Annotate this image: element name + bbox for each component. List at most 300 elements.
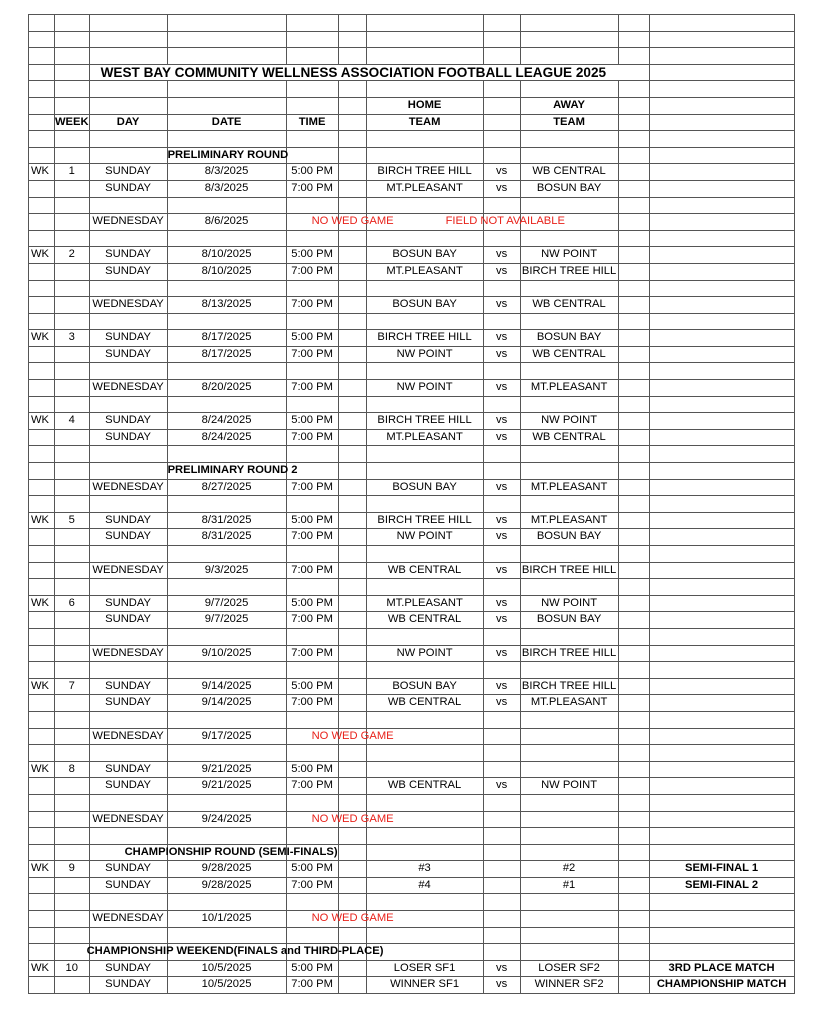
week-label[interactable] [29, 263, 55, 280]
empty-cell[interactable] [338, 413, 366, 430]
empty-cell[interactable] [649, 927, 794, 944]
week-number[interactable]: 5 [55, 512, 90, 529]
empty-cell[interactable] [649, 745, 794, 762]
empty-cell[interactable] [55, 911, 90, 928]
week-label[interactable] [29, 479, 55, 496]
empty-cell[interactable] [649, 894, 794, 911]
empty-cell[interactable] [618, 81, 649, 98]
time-cell[interactable]: 5:00 PM [286, 330, 338, 347]
empty-cell[interactable] [55, 745, 90, 762]
away-team-header[interactable]: TEAM [520, 114, 618, 131]
match-label[interactable] [649, 529, 794, 546]
empty-cell[interactable] [483, 811, 520, 828]
match-label[interactable] [649, 263, 794, 280]
empty-cell[interactable] [55, 579, 90, 596]
empty-cell[interactable] [167, 81, 286, 98]
empty-cell[interactable] [167, 197, 286, 214]
empty-cell[interactable] [649, 396, 794, 413]
date-cell[interactable]: 8/27/2025 [167, 479, 286, 496]
empty-cell[interactable] [167, 230, 286, 247]
empty-cell[interactable] [483, 711, 520, 728]
empty-cell[interactable] [167, 662, 286, 679]
week-label[interactable]: WK [29, 330, 55, 347]
empty-cell[interactable] [55, 711, 90, 728]
empty-cell[interactable] [483, 15, 520, 32]
day-cell[interactable]: SUNDAY [89, 529, 167, 546]
empty-cell[interactable] [338, 496, 366, 513]
empty-cell[interactable] [618, 927, 649, 944]
empty-cell[interactable] [618, 363, 649, 380]
day-cell[interactable]: SUNDAY [89, 413, 167, 430]
empty-cell[interactable] [338, 297, 366, 314]
empty-cell[interactable] [167, 794, 286, 811]
empty-cell[interactable] [649, 828, 794, 845]
empty-cell[interactable] [520, 147, 618, 164]
away-team[interactable]: BIRCH TREE HILL [520, 645, 618, 662]
week-label[interactable]: WK [29, 512, 55, 529]
vs-cell[interactable]: vs [483, 960, 520, 977]
empty-cell[interactable] [649, 313, 794, 330]
home-team[interactable]: LOSER SF1 [366, 960, 483, 977]
away-team[interactable]: BOSUN BAY [520, 180, 618, 197]
empty-cell[interactable] [55, 811, 90, 828]
time-cell[interactable]: 7:00 PM [286, 562, 338, 579]
day-cell[interactable]: SUNDAY [89, 330, 167, 347]
empty-cell[interactable] [29, 197, 55, 214]
away-team[interactable]: BOSUN BAY [520, 529, 618, 546]
week-label[interactable] [29, 346, 55, 363]
empty-cell[interactable] [338, 214, 366, 231]
empty-cell[interactable] [89, 628, 167, 645]
empty-cell[interactable] [338, 911, 366, 928]
empty-cell[interactable] [89, 794, 167, 811]
week-label[interactable] [29, 977, 55, 994]
empty-cell[interactable] [29, 131, 55, 148]
vs-cell[interactable] [483, 861, 520, 878]
week-label[interactable] [29, 695, 55, 712]
away-team[interactable] [520, 761, 618, 778]
time-cell[interactable]: 7:00 PM [286, 877, 338, 894]
empty-cell[interactable] [167, 579, 286, 596]
empty-cell[interactable] [618, 662, 649, 679]
home-team[interactable]: BOSUN BAY [366, 297, 483, 314]
empty-cell[interactable] [55, 147, 90, 164]
empty-cell[interactable] [483, 48, 520, 65]
empty-cell[interactable] [483, 280, 520, 297]
match-label[interactable] [649, 413, 794, 430]
date-cell[interactable]: 8/17/2025 [167, 346, 286, 363]
home-team[interactable]: #4 [366, 877, 483, 894]
empty-cell[interactable] [649, 579, 794, 596]
empty-cell[interactable] [520, 15, 618, 32]
date-cell[interactable]: 9/14/2025 [167, 695, 286, 712]
match-label[interactable] [649, 297, 794, 314]
date-cell[interactable]: 9/14/2025 [167, 678, 286, 695]
date-cell[interactable]: 8/10/2025 [167, 263, 286, 280]
empty-cell[interactable] [618, 180, 649, 197]
empty-cell[interactable] [618, 761, 649, 778]
away-team[interactable]: BIRCH TREE HILL [520, 562, 618, 579]
empty-cell[interactable] [618, 745, 649, 762]
empty-cell[interactable] [55, 446, 90, 463]
empty-cell[interactable] [618, 828, 649, 845]
empty-cell[interactable] [167, 48, 286, 65]
empty-cell[interactable] [338, 263, 366, 280]
vs-cell[interactable]: vs [483, 612, 520, 629]
empty-cell[interactable] [483, 197, 520, 214]
empty-cell[interactable] [338, 546, 366, 563]
note-cell[interactable] [286, 811, 394, 828]
empty-cell[interactable] [29, 396, 55, 413]
empty-cell[interactable] [286, 628, 338, 645]
empty-cell[interactable] [649, 97, 794, 114]
date-cell[interactable]: 9/10/2025 [167, 645, 286, 662]
empty-cell[interactable] [483, 114, 520, 131]
empty-cell[interactable] [167, 280, 286, 297]
empty-cell[interactable] [55, 628, 90, 645]
date-cell[interactable]: 9/7/2025 [167, 612, 286, 629]
time-cell[interactable]: 5:00 PM [286, 247, 338, 264]
empty-cell[interactable] [338, 645, 366, 662]
empty-cell[interactable] [649, 31, 794, 48]
empty-cell[interactable] [520, 844, 618, 861]
week-label[interactable]: WK [29, 164, 55, 181]
empty-cell[interactable] [89, 280, 167, 297]
day-cell[interactable]: WEDNESDAY [89, 811, 167, 828]
empty-cell[interactable] [618, 479, 649, 496]
home-team[interactable]: BIRCH TREE HILL [366, 330, 483, 347]
day-cell[interactable]: SUNDAY [89, 263, 167, 280]
empty-cell[interactable] [520, 363, 618, 380]
empty-cell[interactable] [618, 463, 649, 480]
empty-cell[interactable] [618, 380, 649, 397]
empty-cell[interactable] [618, 396, 649, 413]
empty-cell[interactable] [483, 496, 520, 513]
empty-cell[interactable] [483, 794, 520, 811]
empty-cell[interactable] [618, 230, 649, 247]
week-label[interactable] [29, 612, 55, 629]
empty-cell[interactable] [618, 429, 649, 446]
empty-cell[interactable] [618, 297, 649, 314]
week-number[interactable]: 3 [55, 330, 90, 347]
week-label[interactable] [29, 180, 55, 197]
note-cell-2[interactable] [366, 214, 565, 231]
day-cell[interactable]: SUNDAY [89, 778, 167, 795]
away-team[interactable]: MT.PLEASANT [520, 512, 618, 529]
empty-cell[interactable] [366, 944, 483, 961]
week-label[interactable] [29, 380, 55, 397]
date-cell[interactable]: 8/17/2025 [167, 330, 286, 347]
empty-cell[interactable] [338, 114, 366, 131]
empty-cell[interactable] [520, 927, 618, 944]
empty-cell[interactable] [29, 728, 55, 745]
empty-cell[interactable] [167, 844, 286, 861]
empty-cell[interactable] [29, 828, 55, 845]
home-team[interactable]: NW POINT [366, 380, 483, 397]
week-label[interactable] [29, 645, 55, 662]
week-number[interactable] [55, 612, 90, 629]
empty-cell[interactable] [618, 595, 649, 612]
week-label[interactable] [29, 562, 55, 579]
empty-cell[interactable] [520, 313, 618, 330]
day-cell[interactable]: WEDNESDAY [89, 728, 167, 745]
empty-cell[interactable] [55, 214, 90, 231]
empty-cell[interactable] [618, 628, 649, 645]
empty-cell[interactable] [483, 745, 520, 762]
empty-cell[interactable] [29, 363, 55, 380]
week-number[interactable] [55, 380, 90, 397]
week-number[interactable]: 4 [55, 413, 90, 430]
vs-cell[interactable]: vs [483, 297, 520, 314]
empty-cell[interactable] [618, 645, 649, 662]
vs-cell[interactable]: vs [483, 562, 520, 579]
empty-cell[interactable] [338, 280, 366, 297]
home-team[interactable] [366, 761, 483, 778]
date-cell[interactable]: 10/1/2025 [167, 911, 286, 928]
empty-cell[interactable] [286, 828, 338, 845]
empty-cell[interactable] [618, 247, 649, 264]
empty-cell[interactable] [167, 363, 286, 380]
empty-cell[interactable] [520, 628, 618, 645]
time-cell[interactable]: 5:00 PM [286, 861, 338, 878]
week-label[interactable]: WK [29, 861, 55, 878]
empty-cell[interactable] [483, 396, 520, 413]
match-label[interactable] [649, 612, 794, 629]
empty-cell[interactable] [483, 911, 520, 928]
empty-cell[interactable] [286, 579, 338, 596]
empty-cell[interactable] [338, 247, 366, 264]
empty-cell[interactable] [55, 662, 90, 679]
vs-cell[interactable]: vs [483, 479, 520, 496]
empty-cell[interactable] [89, 579, 167, 596]
empty-cell[interactable] [338, 313, 366, 330]
empty-cell[interactable] [55, 794, 90, 811]
empty-cell[interactable] [649, 944, 794, 961]
day-cell[interactable]: SUNDAY [89, 164, 167, 181]
day-cell[interactable]: WEDNESDAY [89, 911, 167, 928]
empty-cell[interactable] [338, 479, 366, 496]
empty-cell[interactable] [286, 280, 338, 297]
empty-cell[interactable] [618, 97, 649, 114]
away-team[interactable]: WB CENTRAL [520, 297, 618, 314]
empty-cell[interactable] [520, 728, 618, 745]
week-number[interactable] [55, 429, 90, 446]
empty-cell[interactable] [29, 463, 55, 480]
empty-cell[interactable] [366, 31, 483, 48]
week-number[interactable] [55, 562, 90, 579]
empty-cell[interactable] [286, 230, 338, 247]
empty-cell[interactable] [618, 313, 649, 330]
away-team[interactable]: MT.PLEASANT [520, 380, 618, 397]
empty-cell[interactable] [483, 97, 520, 114]
empty-cell[interactable] [286, 15, 338, 32]
empty-cell[interactable] [338, 778, 366, 795]
away-header[interactable]: AWAY [520, 97, 618, 114]
empty-cell[interactable] [29, 546, 55, 563]
empty-cell[interactable] [286, 463, 338, 480]
empty-cell[interactable] [286, 396, 338, 413]
empty-cell[interactable] [649, 546, 794, 563]
away-team[interactable]: WB CENTRAL [520, 429, 618, 446]
day-cell[interactable]: WEDNESDAY [89, 645, 167, 662]
date-cell[interactable]: 9/24/2025 [167, 811, 286, 828]
empty-cell[interactable] [483, 31, 520, 48]
match-label[interactable]: 3RD PLACE MATCH [649, 960, 794, 977]
date-cell[interactable]: 9/28/2025 [167, 861, 286, 878]
empty-cell[interactable] [286, 446, 338, 463]
empty-cell[interactable] [618, 446, 649, 463]
empty-cell[interactable] [338, 446, 366, 463]
day-cell[interactable]: WEDNESDAY [89, 214, 167, 231]
week-number[interactable]: 9 [55, 861, 90, 878]
empty-cell[interactable] [649, 15, 794, 32]
empty-cell[interactable] [29, 496, 55, 513]
day-cell[interactable]: SUNDAY [89, 678, 167, 695]
day-cell[interactable]: WEDNESDAY [89, 380, 167, 397]
empty-cell[interactable] [338, 977, 366, 994]
week-number[interactable]: 2 [55, 247, 90, 264]
empty-cell[interactable] [649, 48, 794, 65]
time-cell[interactable]: 7:00 PM [286, 479, 338, 496]
empty-cell[interactable] [649, 811, 794, 828]
empty-cell[interactable] [89, 31, 167, 48]
empty-cell[interactable] [338, 877, 366, 894]
week-number[interactable] [55, 297, 90, 314]
empty-cell[interactable] [520, 745, 618, 762]
empty-cell[interactable] [618, 612, 649, 629]
date-cell[interactable]: 8/20/2025 [167, 380, 286, 397]
empty-cell[interactable] [55, 728, 90, 745]
empty-cell[interactable] [618, 280, 649, 297]
empty-cell[interactable] [618, 197, 649, 214]
day-cell[interactable]: SUNDAY [89, 612, 167, 629]
week-label[interactable]: WK [29, 595, 55, 612]
empty-cell[interactable] [520, 894, 618, 911]
empty-cell[interactable] [366, 844, 483, 861]
empty-cell[interactable] [649, 81, 794, 98]
empty-cell[interactable] [29, 48, 55, 65]
empty-cell[interactable] [338, 230, 366, 247]
week-number[interactable]: 6 [55, 595, 90, 612]
empty-cell[interactable] [649, 131, 794, 148]
week-label[interactable] [29, 529, 55, 546]
empty-cell[interactable] [89, 313, 167, 330]
home-team[interactable]: BIRCH TREE HILL [366, 164, 483, 181]
empty-cell[interactable] [338, 330, 366, 347]
empty-cell[interactable] [338, 131, 366, 148]
empty-cell[interactable] [366, 711, 483, 728]
empty-cell[interactable] [483, 81, 520, 98]
time-cell[interactable]: 7:00 PM [286, 529, 338, 546]
empty-cell[interactable] [55, 131, 90, 148]
week-label[interactable]: WK [29, 761, 55, 778]
empty-cell[interactable] [618, 562, 649, 579]
home-team[interactable]: WB CENTRAL [366, 612, 483, 629]
empty-cell[interactable] [520, 711, 618, 728]
empty-cell[interactable] [89, 711, 167, 728]
empty-cell[interactable] [520, 31, 618, 48]
week-number[interactable]: 7 [55, 678, 90, 695]
empty-cell[interactable] [29, 15, 55, 32]
empty-cell[interactable] [167, 628, 286, 645]
vs-cell[interactable]: vs [483, 678, 520, 695]
day-header[interactable]: DAY [89, 114, 167, 131]
empty-cell[interactable] [366, 662, 483, 679]
away-team[interactable]: BOSUN BAY [520, 330, 618, 347]
empty-cell[interactable] [338, 529, 366, 546]
empty-cell[interactable] [338, 197, 366, 214]
away-team[interactable]: BIRCH TREE HILL [520, 263, 618, 280]
date-cell[interactable]: 8/10/2025 [167, 247, 286, 264]
empty-cell[interactable] [89, 894, 167, 911]
empty-cell[interactable] [618, 164, 649, 181]
week-number[interactable] [55, 479, 90, 496]
date-cell[interactable]: 8/31/2025 [167, 512, 286, 529]
empty-cell[interactable] [366, 15, 483, 32]
empty-cell[interactable] [29, 844, 55, 861]
empty-cell[interactable] [167, 396, 286, 413]
home-team[interactable]: BOSUN BAY [366, 678, 483, 695]
empty-cell[interactable] [649, 496, 794, 513]
empty-cell[interactable] [55, 64, 90, 81]
week-number[interactable] [55, 529, 90, 546]
empty-cell[interactable] [366, 794, 483, 811]
empty-cell[interactable] [29, 81, 55, 98]
empty-cell[interactable] [366, 546, 483, 563]
empty-cell[interactable] [55, 828, 90, 845]
home-team[interactable]: #3 [366, 861, 483, 878]
empty-cell[interactable] [618, 147, 649, 164]
empty-cell[interactable] [55, 944, 90, 961]
empty-cell[interactable] [29, 313, 55, 330]
empty-cell[interactable] [338, 396, 366, 413]
date-cell[interactable]: 10/5/2025 [167, 977, 286, 994]
vs-cell[interactable]: vs [483, 778, 520, 795]
empty-cell[interactable] [29, 446, 55, 463]
empty-cell[interactable] [55, 197, 90, 214]
empty-cell[interactable] [520, 396, 618, 413]
empty-cell[interactable] [55, 230, 90, 247]
empty-cell[interactable] [483, 147, 520, 164]
empty-cell[interactable] [89, 147, 167, 164]
empty-cell[interactable] [366, 313, 483, 330]
empty-cell[interactable] [618, 711, 649, 728]
empty-cell[interactable] [618, 960, 649, 977]
empty-cell[interactable] [29, 280, 55, 297]
time-cell[interactable]: 5:00 PM [286, 595, 338, 612]
empty-cell[interactable] [338, 894, 366, 911]
empty-cell[interactable] [618, 131, 649, 148]
empty-cell[interactable] [338, 31, 366, 48]
empty-cell[interactable] [366, 131, 483, 148]
date-cell[interactable]: 8/31/2025 [167, 529, 286, 546]
vs-cell[interactable]: vs [483, 595, 520, 612]
date-cell[interactable]: 8/24/2025 [167, 413, 286, 430]
empty-cell[interactable] [89, 131, 167, 148]
empty-cell[interactable] [55, 31, 90, 48]
away-team[interactable]: MT.PLEASANT [520, 695, 618, 712]
vs-cell[interactable]: vs [483, 529, 520, 546]
empty-cell[interactable] [649, 662, 794, 679]
empty-cell[interactable] [29, 662, 55, 679]
day-cell[interactable]: SUNDAY [89, 861, 167, 878]
time-cell[interactable]: 5:00 PM [286, 678, 338, 695]
empty-cell[interactable] [89, 363, 167, 380]
vs-cell[interactable]: vs [483, 429, 520, 446]
empty-cell[interactable] [167, 894, 286, 911]
empty-cell[interactable] [286, 496, 338, 513]
empty-cell[interactable] [618, 413, 649, 430]
